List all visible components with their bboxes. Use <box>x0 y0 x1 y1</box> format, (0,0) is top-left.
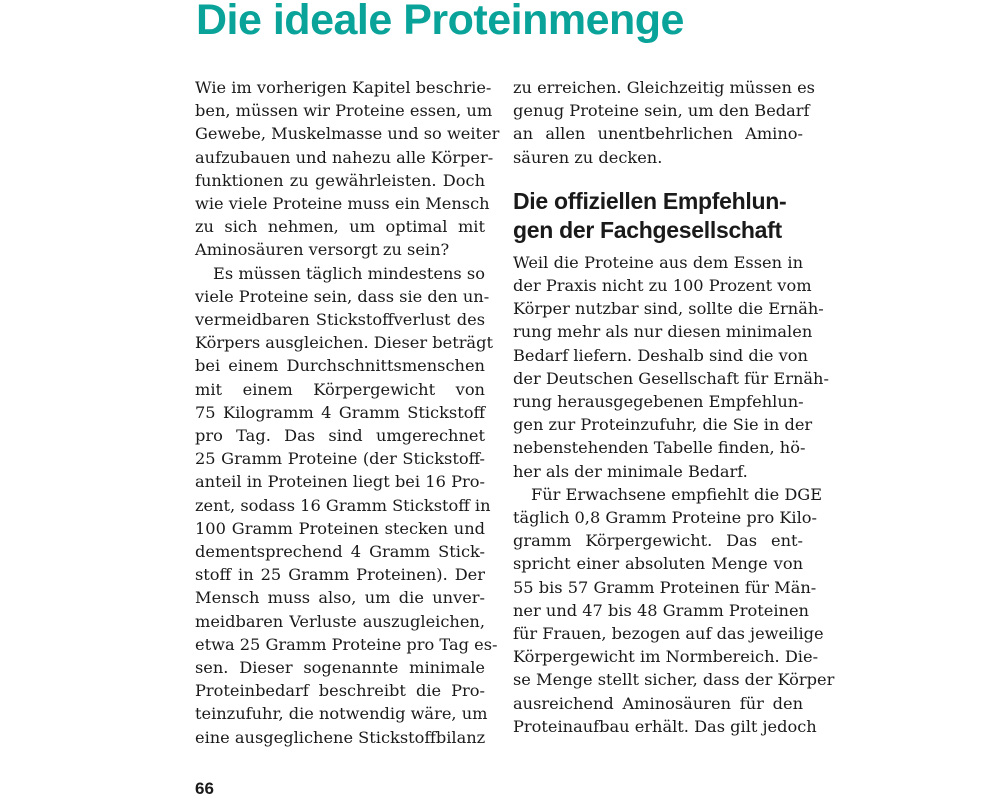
text-line: täglich 0,8 Gramm Proteine pro Kilo- <box>513 508 818 528</box>
text-line: zent, sodass 16 Gramm Stickstoff in <box>195 495 491 515</box>
text-line: ner und 47 bis 48 Gramm Proteinen <box>513 600 809 620</box>
text-line: 100 Gramm Proteinen stecken und <box>195 518 485 538</box>
paragraph-continuation <box>513 76 815 169</box>
text-line: Mensch muss also, um die unver- <box>195 588 485 608</box>
paragraph-intro <box>195 76 500 262</box>
text-line: ausreichend Aminosäuren für den <box>513 693 803 713</box>
paragraph-recommendations <box>513 251 829 483</box>
text-line: zu sich nehmen, um optimal mit <box>195 217 485 237</box>
text-line: dementsprechend 4 Gramm Stick- <box>195 542 485 562</box>
text-line: 75 Kilogramm 4 Gramm Stickstoff <box>195 402 485 422</box>
text-line: pro Tag. Das sind umgerechnet <box>195 426 485 446</box>
paragraph-dge <box>513 483 835 738</box>
left-column <box>195 76 500 749</box>
text-line: der Deutschen Gesellschaft für Ernäh- <box>513 368 829 388</box>
text-line: eine ausgeglichene Stickstoffbilanz <box>195 727 486 747</box>
text-line: Es müssen täglich mindestens so <box>213 263 485 283</box>
text-line: spricht einer absoluten Menge von <box>513 554 803 574</box>
text-line: zu erreichen. Gleichzeitig müssen es <box>513 78 815 97</box>
text-line: teinzufuhr, die notwendig wäre, um <box>195 704 488 724</box>
section-heading <box>513 187 803 245</box>
text-line: an allen unentbehrlichen Amino- <box>513 124 803 144</box>
paragraph-nitrogen <box>195 262 498 749</box>
text-line: aufzubauen und nahezu alle Körper- <box>195 147 494 167</box>
text-line: Gewebe, Muskelmasse und so weiter <box>195 124 500 144</box>
text-line: Proteinbedarf beschreibt die Pro- <box>195 681 485 701</box>
text-line: mit einem Körpergewicht von <box>195 379 485 399</box>
text-line: vermeidbaren Stickstoffverlust des <box>195 310 485 330</box>
text-line: bei einem Durchschnittsmenschen <box>195 356 485 376</box>
page-number: 66 <box>195 779 214 798</box>
text-line: anteil in Proteinen liegt bei 16 Pro- <box>195 472 485 492</box>
text-line: Aminosäuren versorgt zu sein? <box>195 240 450 260</box>
text-line: Für Erwachsene empfiehlt die DGE <box>531 484 823 504</box>
text-line: genug Proteine sein, um den Bedarf <box>513 101 810 121</box>
text-line: meidbaren Verluste auszugleichen, <box>195 611 485 631</box>
text-line: 55 bis 57 Gramm Proteinen für Män- <box>513 577 817 597</box>
text-line: Körper nutzbar sind, sollte die Ernäh- <box>513 299 824 319</box>
text-line: ben, müssen wir Proteine essen, um <box>195 101 493 121</box>
text-line: rung herausgegebenen Empfehlun- <box>513 392 804 412</box>
text-line: der Praxis nicht zu 100 Prozent vom <box>513 276 812 296</box>
text-line: sen. Dieser sogenannte minimale <box>195 658 485 678</box>
text-line: Körpergewicht im Normbereich. Die- <box>513 647 819 667</box>
text-line: se Menge stellt sicher, dass der Körper <box>513 670 835 690</box>
text-line: gen zur Proteinzufuhr, die Sie in der <box>513 415 813 435</box>
text-line: nebenstehenden Tabelle finden, hö- <box>513 438 806 458</box>
text-line: 25 Gramm Proteine (der Stickstoff- <box>195 449 485 469</box>
text-line: viele Proteine sein, dass sie den un- <box>195 286 490 306</box>
text-line: für Frauen, bezogen auf das jeweilige <box>513 624 824 644</box>
text-line: Körpers ausgleichen. Dieser beträgt <box>195 333 493 353</box>
text-line: etwa 25 Gramm Proteine pro Tag es- <box>195 634 498 654</box>
text-line: stoff in 25 Gramm Proteinen). Der <box>195 565 485 585</box>
text-line: wie viele Proteine muss ein Mensch <box>195 194 490 214</box>
heading-line: gen der Fachgesellschaft <box>513 216 782 243</box>
text-line: rung mehr als nur diesen minimalen <box>513 322 813 342</box>
text-line: funktionen zu gewährleisten. Doch <box>195 170 485 190</box>
text-line: Wie im vorherigen Kapitel beschrie- <box>195 78 492 97</box>
text-line: Proteinaufbau erhält. Das gilt jedoch <box>513 716 817 736</box>
text-line: her als der minimale Bedarf. <box>513 461 748 481</box>
page-title: Die ideale Proteinmenge <box>196 0 684 44</box>
text-line: säuren zu decken. <box>513 147 663 167</box>
text-line: Weil die Proteine aus dem Essen in <box>513 252 803 272</box>
text-line: gramm Körpergewicht. Das ent- <box>513 531 803 551</box>
heading-line: Die offiziellen Empfehlun- <box>513 187 787 214</box>
text-line: Bedarf liefern. Deshalb sind die von <box>513 345 808 365</box>
right-column <box>513 76 835 738</box>
